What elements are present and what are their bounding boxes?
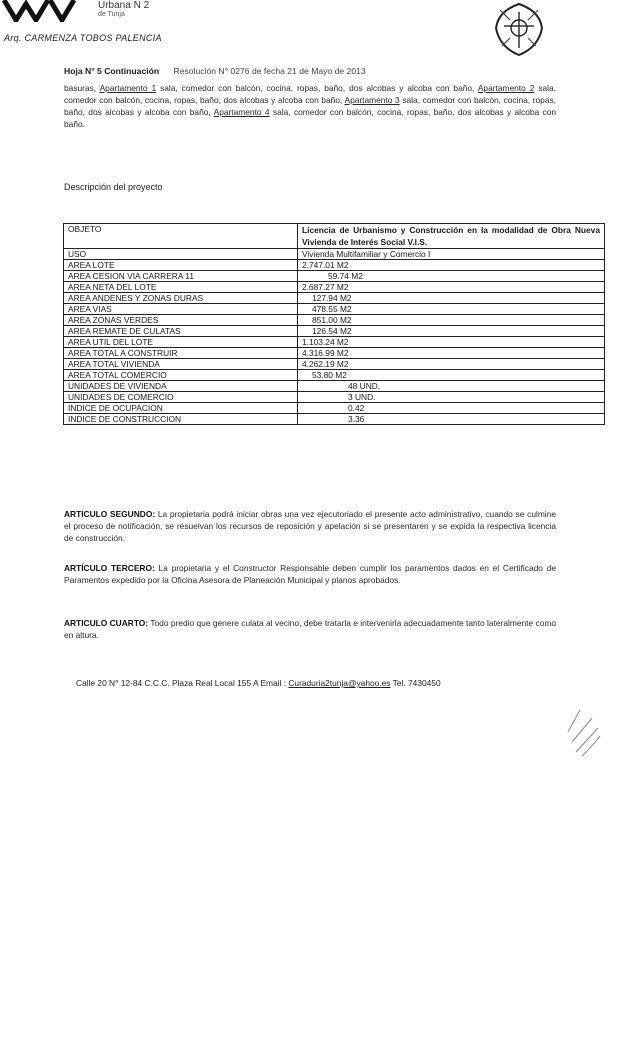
row-value: 0.42 [298,403,605,414]
row-value: 53.80 M2 [298,370,605,381]
project-description-table [63,223,605,425]
article-third [64,562,556,586]
row-label: USO [64,249,298,260]
footer-contact [76,678,441,688]
row-label: AREA VIAS [64,304,298,315]
footer-email-link[interactable]: Curaduria2tunja@yahoo.es [288,678,391,688]
apt3-label: Apartamento 3 [344,95,400,105]
apt4-description: sala, comedor con balcón, cocina, ropas, baño, dos alcobas y alcoba con baño. [64,107,557,129]
row-value: Vivienda Multifamiliar y Comercio I [298,249,605,260]
table-row [64,337,605,348]
apt2-label: Apartamento 2 [477,83,535,93]
row-value: 4.262.19 M2 [298,359,605,370]
row-label: AREA TOTAL A CONSTRUIR [64,348,298,359]
objeto-value: Licencia de Urbanismo y Construcción en la modalidad de Obra Nueva Vivienda de Interés Social V.I.S. [298,224,605,249]
row-value: 127.94 M2 [298,293,605,304]
row-value: 3.36 [298,414,605,425]
row-label: AREA NETA DEL LOTE [64,282,298,293]
row-label: AREA UTIL DEL LOTE [64,337,298,348]
org-name-line2: de Tunja [98,11,125,18]
table-row [64,414,605,425]
article-second-text: La propietaria podrá iniciar obras una vez ejecutoriado el presente acto administrativo, cuando se culmine el proceso de notificación, se resuelvan los recursos de reposición y apelación si se presentaren y se expida la respectiva licencia de construcción. [64,509,556,543]
row-value: 1.103.24 M2 [298,337,605,348]
table-row [64,326,605,337]
row-label: AREA REMATE DE CULATAS [64,326,298,337]
footer-phone: Tel. 7430450 [390,678,441,688]
coat-of-arms-seal [490,0,548,58]
table-row [64,249,605,260]
objeto-label: OBJETO [64,224,298,249]
row-label: AREA TOTAL VIVIENDA [64,359,298,370]
table-row [64,315,605,326]
apt2-description: sala, comedor con balcón, cocina, ropas, baño, dos alcobas y alcoba con baño, [64,83,557,105]
table-row [64,359,605,370]
table-row [64,370,605,381]
table-row [64,403,605,414]
org-name-line1: Urbana N 2 [98,0,150,11]
row-label: INDICE DE OCUPACION [64,403,298,414]
article-second [64,508,556,544]
apt1-description: sala, comedor con balcón, cocina, ropas, baño, dos alcobas y alcoba con baño, [156,83,478,93]
row-value: 48 UND. [298,381,605,392]
article-second-title: ARTICULO SEGUNDO: [64,509,156,519]
resolution-reference: Resolución N° 0276 de fecha 21 de Mayo de 2013 [173,66,366,76]
table-row [64,282,605,293]
row-label: AREA LOTE [64,260,298,271]
row-label: AREA CESION VIA CARRERA 11 [64,271,298,282]
row-value: 3 UND. [298,392,605,403]
table-row [64,293,605,304]
intro-lead: basuras, [64,83,100,93]
apt1-label: Apartamento 1 [99,83,157,93]
row-label: INDICE DE CONSTRUCCION [64,414,298,425]
row-label: UNIDADES DE COMERCIO [64,392,298,403]
article-third-text: La propietaria y el Constructor Responsable deben cumplir los paramentos dados en el Certificado de Paramentos expedido por la Oficina Asesora de Planeación Municipal y planos aprobados. [64,563,557,585]
table-row [64,224,605,249]
table-row [64,348,605,359]
section-title: Descripción del proyecto [64,182,163,192]
row-value: 4.316.99 M2 [298,348,605,359]
table-row [64,381,605,392]
sheet-header [64,66,366,76]
row-label: AREA ZONAS VERDES [64,315,298,326]
footer-address: Calle 20 N° 12-84 C.C.C. Plaza Real Local 155 A Email : [76,678,289,688]
intro-paragraph [64,82,556,130]
table-row [64,260,605,271]
sheet-number: Hoja N° 5 Continuación [64,66,160,76]
table-row [64,392,605,403]
row-label: UNIDADES DE VIVIENDA [64,381,298,392]
article-fourth-text: Todo predio que genere culata al vecino, debe tratarla e intervenirla adecuadamente tanto lateralmente como en altura. [64,618,556,640]
apt3-description: sala, comedor con balcón, cocina, ropas, baño, dos alcobas y alcoba con baño, [64,95,557,117]
article-fourth [64,617,556,641]
handwritten-signature [562,702,602,762]
row-value: 2.747.01 M2 [298,260,605,271]
table-row [64,304,605,315]
row-value: 59.74 M2 [298,271,605,282]
article-third-title: ARTÍCULO TERCERO: [64,563,155,573]
row-value: 851.00 M2 [298,315,605,326]
row-value: 126.54 M2 [298,326,605,337]
row-label: AREA ANDENES Y ZONAS DURAS [64,293,298,304]
row-value: 478.55 M2 [298,304,605,315]
row-value: 2.687.27 M2 [298,282,605,293]
article-fourth-title: ARTICULO CUARTO: [64,618,149,628]
curaduria-logo [2,0,82,22]
row-label: AREA TOTAL COMERCIO [64,370,298,381]
table-row [64,271,605,282]
architect-name: Arq. CARMENZA TOBOS PALENCIA [4,33,162,43]
apt4-label: Apartamento 4 [213,107,270,117]
